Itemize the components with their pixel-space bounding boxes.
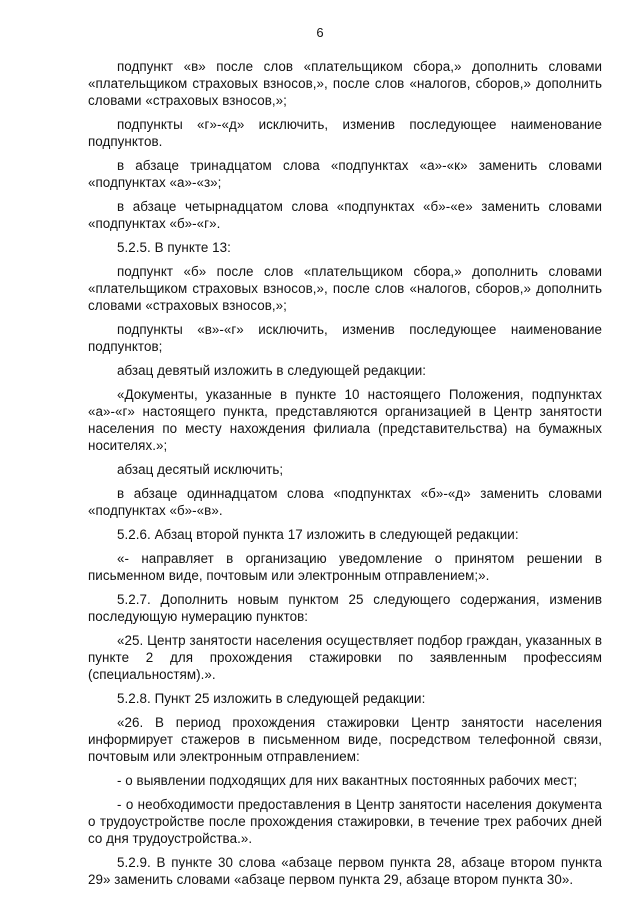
paragraph: подпункты «в»-«г» исключить, изменив последующее наименование подпунктов; bbox=[88, 322, 602, 354]
quoted-paragraph: «- направляет в организацию уведомление о принятом решении в письменном виде, почтовым или электронным отправлением;». bbox=[88, 551, 602, 583]
paragraph: подпункт «в» после слов «плательщиком сбора,» дополнить словами «плательщиком страховых взносов,», после слов «налогов, сборов,» дополнить словами «страховых взносов,»; bbox=[88, 59, 602, 108]
quoted-paragraph: «25. Центр занятости населения осуществляет подбор граждан, указанных в пункте 2 для прохождения стажировки по заявленным профессиям (специальностям).». bbox=[88, 633, 602, 682]
section-heading: 5.2.7. Дополнить новым пунктом 25 следующего содержания, изменив последующую нумерацию пунктов: bbox=[88, 592, 602, 624]
section-heading: 5.2.9. В пункте 30 слова «абзаце первом пункта 28, абзаце втором пункта 29» заменить словами «абзаце первом пункта 29, абзаце втором пункта 30». bbox=[88, 855, 602, 887]
list-item: - о выявлении подходящих для них вакантных постоянных рабочих мест; bbox=[117, 773, 578, 788]
page-number: 6 bbox=[316, 25, 324, 40]
paragraph: абзац девятый изложить в следующей редакции: bbox=[117, 363, 427, 378]
paragraph: подпункты «г»-«д» исключить, изменив последующее наименование подпунктов. bbox=[88, 117, 602, 149]
list-item: - о необходимости предоставления в Центр занятости населения документа о трудоустройстве после прохождения стажировки, в течение трех рабочих дней со дня трудоустройства.». bbox=[88, 797, 602, 846]
paragraph: в абзаце одиннадцатом слова «подпунктах «б»-«д» заменить словами «подпунктах «б»-«в». bbox=[88, 486, 602, 518]
section-heading: 5.2.6. Абзац второй пункта 17 изложить в следующей редакции: bbox=[117, 527, 519, 542]
paragraph: абзац десятый исключить; bbox=[117, 462, 284, 477]
paragraph: в абзаце тринадцатом слова «подпунктах «а»-«к» заменить словами «подпунктах «а»-«з»; bbox=[88, 158, 602, 190]
quoted-paragraph: «26. В период прохождения стажировки Центр занятости населения информирует стажеров в письменном виде, посредством телефонной связи, почтовым или электронным отправлением: bbox=[88, 715, 602, 764]
quoted-paragraph: «Документы, указанные в пункте 10 настоящего Положения, подпунктах «а»-«г» настоящего пункта, представляются организацией в Центр занятости населения по месту нахождения филиала (представительства) на бумажных носителях.»; bbox=[88, 387, 602, 453]
section-heading: 5.2.8. Пункт 25 изложить в следующей редакции: bbox=[117, 691, 426, 706]
paragraph: подпункт «б» после слов «плательщиком сбора,» дополнить словами «плательщиком страховых взносов,», после слов «налогов, сборов,» дополнить словами «страховых взносов,»; bbox=[88, 264, 602, 313]
paragraph: в абзаце четырнадцатом слова «подпунктах «б»-«е» заменить словами «подпунктах «б»-«г». bbox=[88, 199, 602, 231]
section-heading: 5.2.5. В пункте 13: bbox=[117, 240, 231, 255]
document-body bbox=[88, 58, 602, 895]
